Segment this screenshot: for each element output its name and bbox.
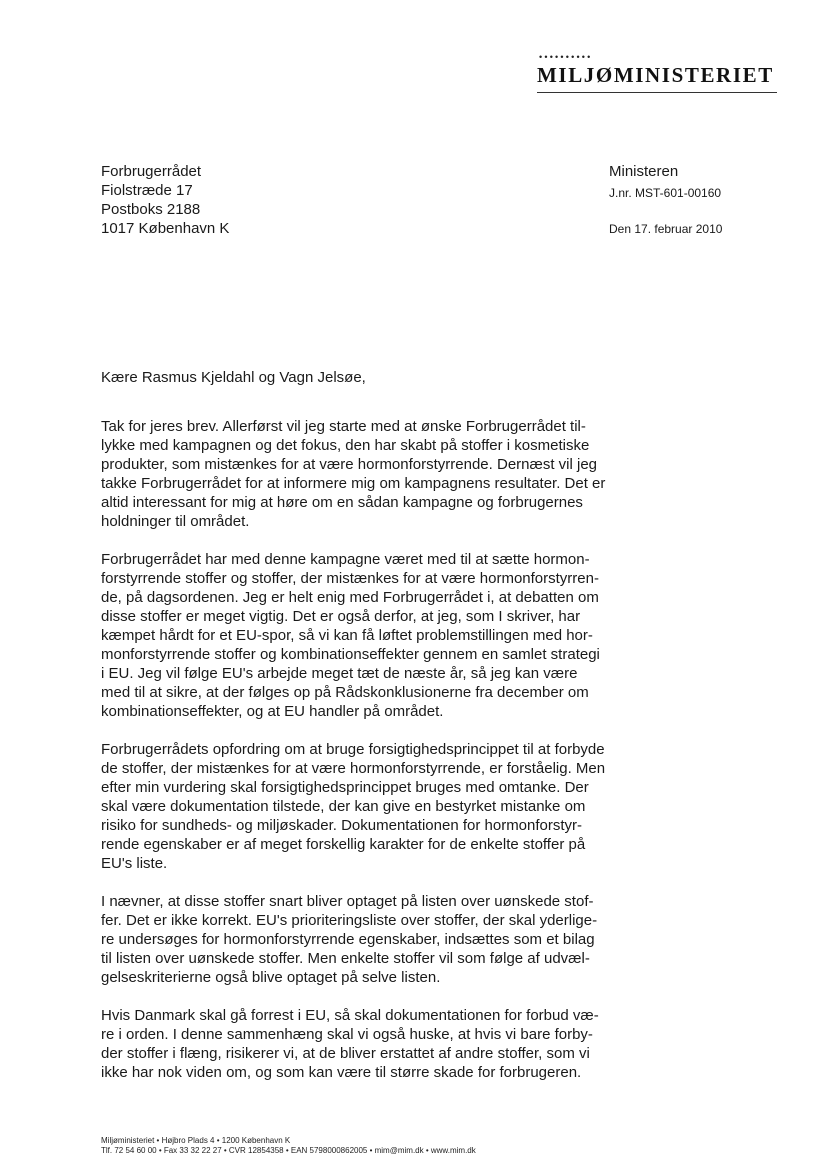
- text-line: rende egenskaber er af meget forskellig karakter for de enkelte stoffer på: [101, 836, 586, 853]
- recipient-line: Fiolstræde 17: [101, 182, 193, 199]
- text-line: skal være dokumentation tilstede, der kan give en bestyrket mistanke om: [101, 798, 586, 815]
- recipient-line: 1017 København K: [101, 220, 230, 237]
- text-line: de stoffer, der mistænkes for at være hormonforstyrrende, er forståelig. Men: [101, 760, 606, 777]
- text-line: ikke har nok viden om, og som kan være til større skade for forbrugeren.: [101, 1064, 582, 1081]
- text-line: fer. Det er ikke korrekt. EU's prioriteringsliste over stoffer, der skal yderlige-: [101, 912, 598, 929]
- text-line: Tak for jeres brev. Allerførst vil jeg starte med at ønske Forbrugerrådet til-: [101, 418, 586, 435]
- text-line: i EU. Jeg vil følge EU's arbejde meget tæt de næste år, så jeg kan være: [101, 665, 578, 682]
- ministry-logo: [537, 52, 777, 93]
- letter-footer: [101, 1136, 476, 1156]
- text-line: gelseskriterierne også blive optaget på selve listen.: [101, 969, 441, 986]
- text-line: EU's liste.: [101, 855, 168, 872]
- recipient-line: Postboks 2188: [101, 201, 201, 218]
- text-line: med til at sikre, at der følges op på Rådskonklusionerne fra december om: [101, 684, 589, 701]
- footer-contact: Tlf. 72 54 60 00 • Fax 33 32 22 27 • CVR 12854358 • EAN 5798000862005 • mim@mim.dk • www.mim.dk: [101, 1146, 476, 1155]
- journal-number: J.nr. MST-601-00160: [609, 186, 722, 200]
- logo-underline: [537, 92, 777, 93]
- sender-title: Ministeren: [609, 163, 679, 180]
- text-line: risiko for sundheds- og miljøskader. Dokumentationen for hormonforstyr-: [101, 817, 583, 834]
- text-line: lykke med kampagnen og det fokus, den har skabt på stoffer i kosmetiske: [101, 437, 590, 454]
- paragraph: [101, 1006, 621, 1082]
- text-line: altid interessant for mig at høre om en sådan kampagne og forbrugernes: [101, 494, 583, 511]
- text-line: de, på dagsordenen. Jeg er helt enig med Forbrugerrådet i, at debatten om: [101, 589, 599, 606]
- text-line: disse stoffer er meget vigtig. Det er også derfor, at jeg, som I skriver, har: [101, 608, 581, 625]
- text-line: forstyrrende stoffer og stoffer, der mistænkes for at være hormonforstyrren-: [101, 570, 599, 587]
- letter-meta: [609, 162, 722, 237]
- letter-body: [101, 417, 621, 1101]
- text-line: kæmpet hårdt for et EU-spor, så vi kan få løftet problemstillingen med hor-: [101, 627, 593, 644]
- letter-date: Den 17. februar 2010: [609, 222, 723, 236]
- text-line: produkter, som mistænkes for at være hormonforstyrrende. Dernæst vil jeg: [101, 456, 598, 473]
- logo-dots: ••••••••••: [539, 52, 593, 62]
- salutation: Kære Rasmus Kjeldahl og Vagn Jelsøe,: [101, 369, 366, 386]
- text-line: Forbrugerrådets opfordring om at bruge forsigtighedsprincippet til at forbyde: [101, 741, 605, 758]
- paragraph: [101, 417, 621, 531]
- text-line: til listen over uønskede stoffer. Men enkelte stoffer vil som følge af udvæl-: [101, 950, 590, 967]
- text-line: efter min vurdering skal forsigtighedsprincippet bruges med omtanke. Der: [101, 779, 589, 796]
- paragraph: [101, 892, 621, 987]
- text-line: re i orden. I denne sammenhæng skal vi også huske, at hvis vi bare forby-: [101, 1026, 593, 1043]
- text-line: holdninger til området.: [101, 513, 250, 530]
- text-line: Hvis Danmark skal gå forrest i EU, så skal dokumentationen for forbud væ-: [101, 1007, 599, 1024]
- text-line: I nævner, at disse stoffer snart bliver optaget på listen over uønskede stof-: [101, 893, 594, 910]
- paragraph: [101, 740, 621, 873]
- recipient-line: Forbrugerrådet: [101, 163, 202, 180]
- text-line: re undersøges for hormonforstyrrende egenskaber, indsættes som et bilag: [101, 931, 595, 948]
- paragraph: [101, 550, 621, 721]
- logo-wordmark: MILJØMINISTERIET: [537, 63, 774, 87]
- footer-address: Miljøministeriet • Højbro Plads 4 • 1200 København K: [101, 1136, 291, 1145]
- text-line: Forbrugerrådet har med denne kampagne været med til at sætte hormon-: [101, 551, 590, 568]
- text-line: takke Forbrugerrådet for at informere mig om kampagnens resultater. Det er: [101, 475, 606, 492]
- recipient-address: [101, 162, 229, 238]
- text-line: der stoffer i flæng, risikerer vi, at de bliver erstattet af andre stoffer, som vi: [101, 1045, 590, 1062]
- text-line: monforstyrrende stoffer og kombinationseffekter gennem en samlet strategi: [101, 646, 600, 663]
- text-line: kombinationseffekter, og at EU handler på området.: [101, 703, 444, 720]
